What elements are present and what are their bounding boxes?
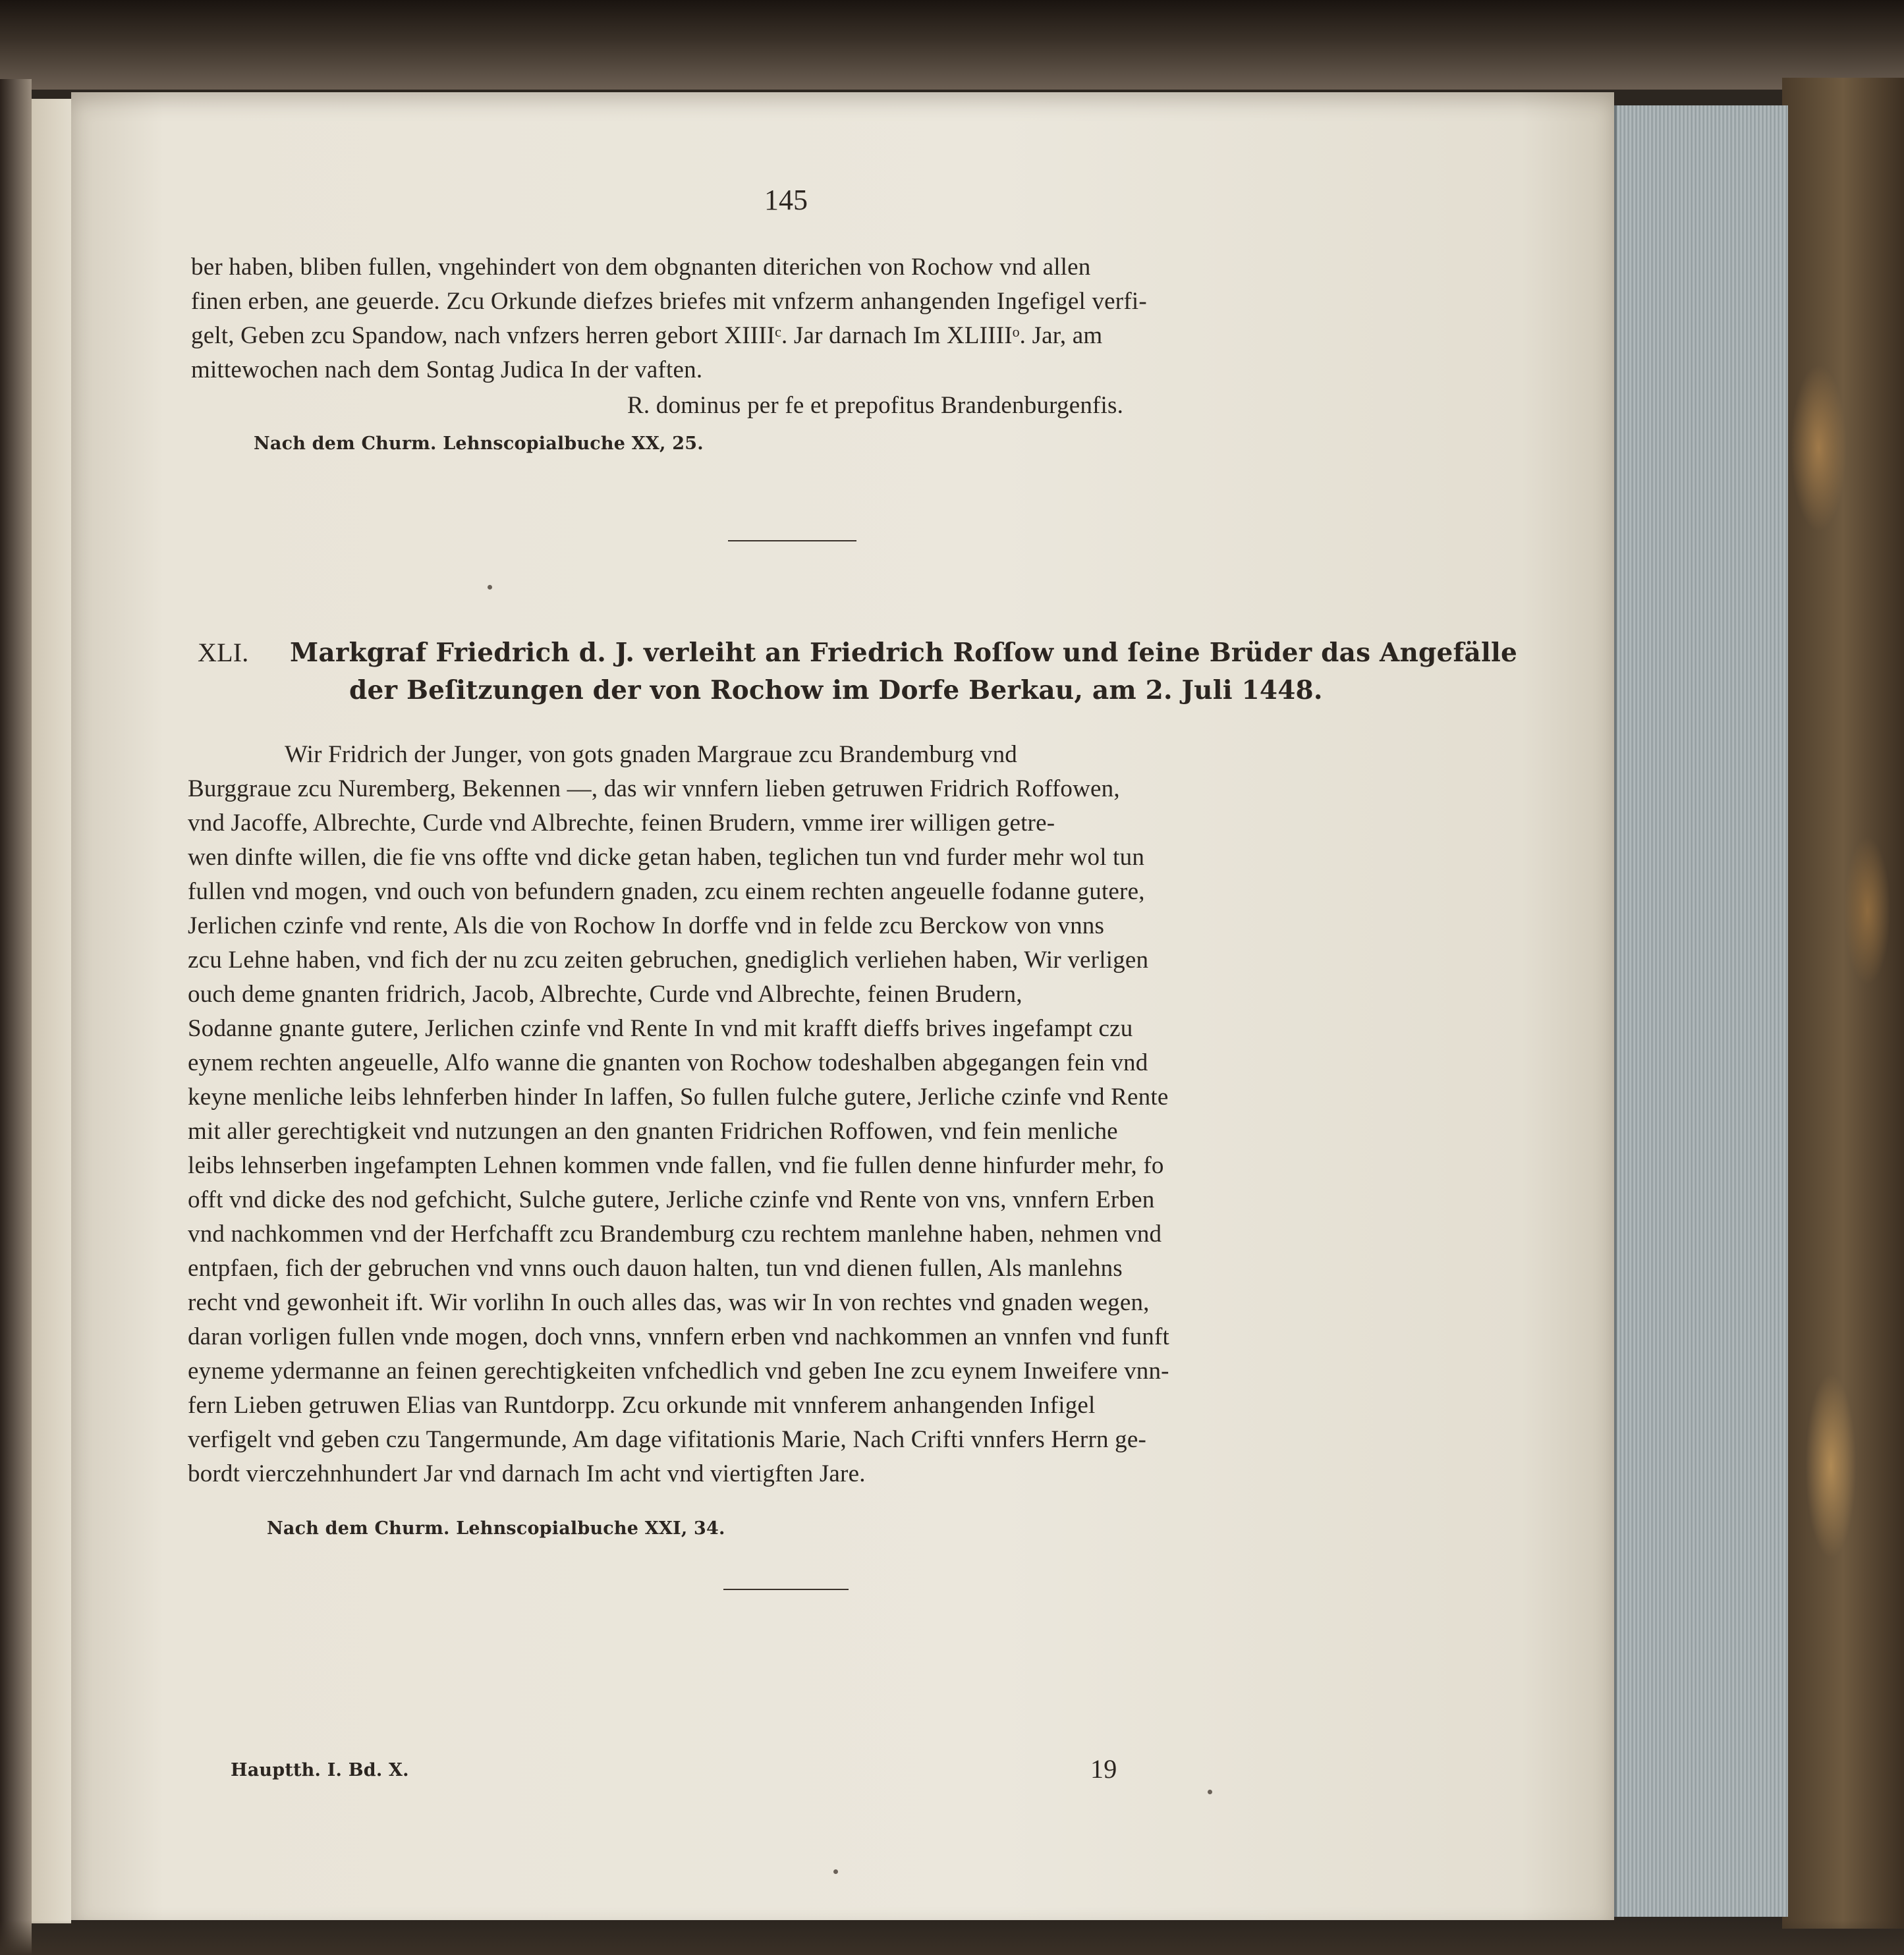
body-line: daran vorligen fullen vnde mogen, doch vnns, vnnfern erben vnd nachkommen an vnnfen vnd funft [188, 1323, 1169, 1350]
body-line: offt vnd dicke des nod gefchicht, Sulche gutere, Jerliche czinfe vnd Rente von vns, vnnfern Erben [188, 1186, 1155, 1213]
body-line: fullen vnd mogen, vnd ouch von befundern gnaden, zcu einem rechten angeuelle fodanne gutere, [188, 878, 1145, 905]
body-line: Jerlichen czinfe vnd rente, Als die von Rochow In dorffe vnd in felde zcu Berckow von vnns [188, 912, 1105, 939]
body-line: ouch deme gnanten fridrich, Jacob, Albrechte, Curde vnd Albrechte, feinen Brudern, [188, 981, 1022, 1008]
body-line: fern Lieben getruwen Elias van Runtdorpp. Zcu orkunde mit vnnferem anhangenden Infigel [188, 1392, 1096, 1419]
body-line: Wir Fridrich der Junger, von gots gnaden Margraue zcu Brandemburg vnd [285, 741, 1017, 768]
body-line: Sodanne gnante gutere, Jerlichen czinfe vnd Rente In vnd mit krafft dieffs brives ingefampt czu [188, 1015, 1133, 1042]
text-line: ber haben, bliben fullen, vngehindert von dem obgnanten diterichen von Rochow vnd allen [191, 254, 1091, 281]
body-line: zcu Lehne haben, vnd fich der nu zcu zeiten gebruchen, gnediglich verliehen haben, Wir verligen [188, 947, 1149, 974]
document-heading-line: der Beſitzungen der von Rochow im Dorfe Berkau, am 2. Juli 1448. [349, 675, 1323, 705]
body-line: wen dinfte willen, die fie vns offte vnd dicke getan haben, teglichen tun vnd furder mehr wol tun [188, 844, 1145, 871]
page-number: 145 [764, 184, 808, 216]
body-line: eyneme ydermanne an feinen gerechtigkeiten vnfchedlich vnd geben Ine zcu eynem Inweifere vnn- [188, 1358, 1169, 1385]
section-divider [728, 540, 856, 541]
body-line: eynem rechten angeuelle, Alfo wanne die gnanten von Rochow todeshalben abgegangen fein vnd [188, 1049, 1148, 1076]
document-heading-line: Markgraf Friedrich d. J. verleiht an Friedrich Roſſow und ſeine Brüder das Angefälle [290, 638, 1518, 668]
ink-speck [833, 1869, 838, 1874]
ink-speck [1208, 1790, 1212, 1794]
body-line: keyne menliche leibs lehnferben hinder In laffen, So fullen fulche gutere, Jerliche czinfe vnd Rente [188, 1084, 1169, 1111]
document-number: XLI. [198, 638, 249, 667]
sheet-number: 19 [1090, 1754, 1117, 1784]
body-line: Burggraue zcu Nuremberg, Bekennen —, das wir vnnfern lieben getruwen Fridrich Roffowen, [188, 775, 1120, 802]
section-divider [723, 1589, 849, 1590]
text-line: gelt, Geben zcu Spandow, nach vnfzers herren gebort XIIIIᶜ. Jar darnach Im XLIIIIᵒ. Jar, am [191, 322, 1103, 349]
body-line: entpfaen, fich der gebruchen vnd vnns ouch dauon halten, tun vnd dienen fullen, Als manlehns [188, 1255, 1123, 1282]
body-line: verfigelt vnd geben czu Tangermunde, Am dage vifitationis Marie, Nach Crifti vnnfers Herrn ge- [188, 1426, 1146, 1453]
source-note: Nach dem Churm. Lehnscopialbuche XX, 25. [254, 433, 704, 454]
signature-line: R. dominus per fe et prepofitus Brandenburgenfis. [627, 392, 1124, 419]
body-line: vnd nachkommen vnd der Herfchafft zcu Brandemburg czu rechtem manlehne haben, nehmen vnd [188, 1221, 1162, 1248]
book-bottom-edge [0, 1920, 1904, 1955]
body-line: leibs lehnserben ingefampten Lehnen kommen vnde fallen, vnd fie fullen denne hinfurder mehr, fo [188, 1152, 1164, 1179]
source-note: Nach dem Churm. Lehnscopialbuche XXI, 34. [267, 1518, 725, 1539]
body-line: recht vnd gewonheit ift. Wir vorlihn In ouch alles das, was wir In von rechtes vnd gnaden wegen, [188, 1289, 1150, 1316]
body-line: bordt vierczehnhundert Jar vnd darnach Im acht vnd viertigften Jare. [188, 1460, 866, 1487]
text-line: mittewochen nach dem Sontag Judica In der vaften. [191, 356, 703, 383]
ink-speck [488, 585, 492, 590]
body-line: mit aller gerechtigkeit vnd nutzungen an den gnanten Fridrichen Roffowen, vnd fein menliche [188, 1118, 1118, 1145]
body-line: vnd Jacoffe, Albrechte, Curde vnd Albrechte, feinen Brudern, vmme irer willigen getre- [188, 810, 1055, 837]
text-line: finen erben, ane geuerde. Zcu Orkunde diefzes briefes mit vnfzerm anhangenden Ingefigel verfi- [191, 288, 1147, 315]
signature-mark: Hauptth. I. Bd. X. [231, 1760, 409, 1780]
